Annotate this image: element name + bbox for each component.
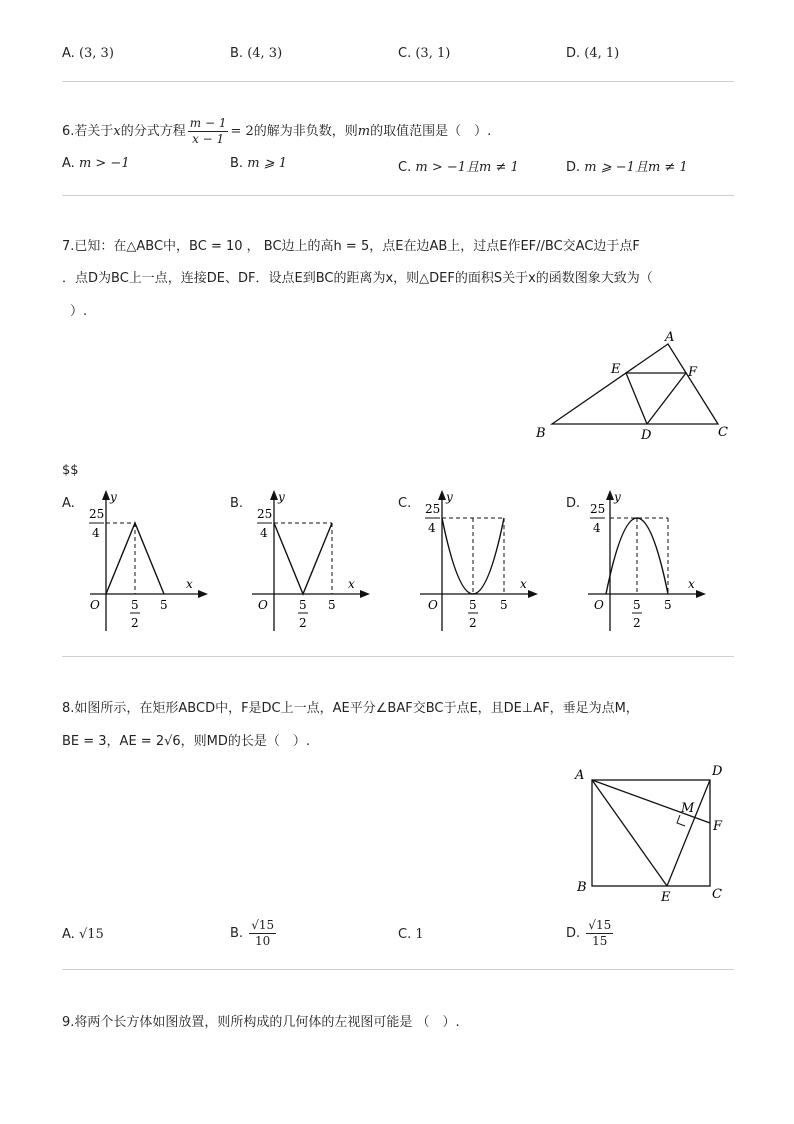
label-a: A bbox=[575, 768, 585, 783]
svg-text:4: 4 bbox=[260, 526, 268, 540]
segment-df bbox=[647, 373, 686, 424]
svg-text:4: 4 bbox=[428, 521, 436, 535]
svg-text:25: 25 bbox=[590, 502, 606, 516]
label-b: B bbox=[536, 426, 546, 441]
svg-text:5: 5 bbox=[299, 598, 307, 612]
q6-option-d[interactable]: D. m ⩾ −1且m ≠ 1 bbox=[566, 160, 688, 175]
divider bbox=[62, 969, 734, 970]
q6-fraction: $\frac{m - 1}{x - 1}$ bbox=[189, 116, 227, 146]
q9-stem: 9.将两个长方体如图放置，则所构成的几何体的左视图可能是 （ ）. bbox=[62, 1015, 460, 1030]
rectangle-abcd bbox=[592, 780, 710, 886]
svg-text:x: x bbox=[520, 577, 527, 591]
svg-text:x: x bbox=[688, 577, 695, 591]
svg-text:25: 25 bbox=[257, 507, 273, 521]
svg-text:2: 2 bbox=[633, 616, 641, 630]
svg-text:O: O bbox=[258, 598, 268, 612]
label-f: F bbox=[713, 819, 723, 834]
q6-option-b[interactable]: B. m ⩾ 1 bbox=[230, 156, 287, 171]
q7-option-c-letter[interactable]: C. bbox=[398, 496, 412, 511]
q8-option-c[interactable]: C. 1 bbox=[398, 927, 424, 942]
formula-placeholder: $$ bbox=[62, 463, 79, 478]
q8-option-d[interactable]: D. $\frac{√15}{15}$ bbox=[566, 918, 612, 948]
label-e: E bbox=[661, 890, 671, 905]
segment-de bbox=[626, 373, 647, 424]
svg-text:y: y bbox=[614, 490, 621, 504]
svg-text:O: O bbox=[594, 598, 604, 612]
svg-text:5: 5 bbox=[633, 598, 641, 612]
svg-text:5: 5 bbox=[328, 598, 336, 612]
label-d: D bbox=[712, 764, 723, 779]
svg-text:5: 5 bbox=[160, 598, 168, 612]
q5-option-b[interactable]: B. (4, 3) bbox=[230, 46, 283, 61]
q5-option-a[interactable]: A. (3, 3) bbox=[62, 46, 114, 61]
svg-text:2: 2 bbox=[299, 616, 307, 630]
svg-text:2: 2 bbox=[131, 616, 139, 630]
svg-text:y: y bbox=[110, 490, 117, 504]
q7-stem-line1: 7.已知：在△ABC中，BC = 10 ， BC边上的高h = 5，点E在边AB上，过点E作EF//BC交AC边于点F bbox=[62, 239, 640, 254]
q7-stem-line2: ．点D为BC上一点，连接DE、DF．设点E到BC的距离为x，则△DEF的面积S关于x的函数图象大致为（ bbox=[62, 271, 653, 286]
q7-option-a-letter[interactable]: A. bbox=[62, 496, 75, 511]
segment-ae bbox=[592, 780, 667, 886]
svg-text:y: y bbox=[446, 490, 453, 504]
q7-option-b-letter[interactable]: B. bbox=[230, 496, 244, 511]
q8-option-b[interactable]: B. $\frac{√15}{10}$ bbox=[230, 918, 275, 948]
svg-text:5: 5 bbox=[131, 598, 139, 612]
svg-text:5: 5 bbox=[500, 598, 508, 612]
q5-option-d[interactable]: D. (4, 1) bbox=[566, 46, 620, 61]
label-c: C bbox=[712, 887, 722, 902]
svg-text:O: O bbox=[428, 598, 438, 612]
q7-option-d-letter[interactable]: D. bbox=[566, 496, 581, 511]
svg-text:x: x bbox=[348, 577, 355, 591]
svg-text:25: 25 bbox=[425, 502, 441, 516]
divider bbox=[62, 195, 734, 196]
svg-text:4: 4 bbox=[92, 526, 100, 540]
label-c: C bbox=[718, 425, 728, 440]
triangle-abc bbox=[552, 344, 718, 424]
svg-text:x: x bbox=[186, 577, 193, 591]
q7-triangle-figure bbox=[528, 326, 736, 444]
label-a: A bbox=[665, 330, 675, 345]
q7-graph-b[interactable] bbox=[248, 488, 378, 633]
q7-stem-line3: ）. bbox=[70, 304, 88, 319]
label-m: M bbox=[681, 801, 695, 816]
q7-graph-d[interactable] bbox=[584, 488, 714, 633]
q6-option-c[interactable]: C. m > −1且m ≠ 1 bbox=[398, 160, 519, 175]
q8-option-a[interactable]: A. √15 bbox=[62, 927, 104, 942]
label-e: E bbox=[611, 362, 621, 377]
segment-de bbox=[667, 780, 710, 886]
right-angle-mark bbox=[677, 815, 685, 826]
q8-stem-line2: BE = 3，AE = 2√6，则MD的长是（ ）. bbox=[62, 734, 311, 749]
svg-text:5: 5 bbox=[469, 598, 477, 612]
label-d: D bbox=[641, 428, 652, 443]
svg-text:5: 5 bbox=[664, 598, 672, 612]
svg-text:2: 2 bbox=[469, 616, 477, 630]
q7-graph-c[interactable] bbox=[416, 488, 546, 633]
q8-stem-line1: 8.如图所示，在矩形ABCD中，F是DC上一点，AE平分∠BAF交BC于点E，且DE⊥AF，垂足为点M， bbox=[62, 701, 639, 716]
q6-stem: 6.若关于x的分式方程 $\frac{m - 1}{x - 1}$ = 2的解为非负数，则m的取值范围是（ ）. bbox=[62, 116, 492, 146]
svg-text:4: 4 bbox=[593, 521, 601, 535]
svg-text:O: O bbox=[90, 598, 100, 612]
divider bbox=[62, 81, 734, 82]
q7-graph-a[interactable] bbox=[80, 488, 210, 633]
label-b: B bbox=[577, 880, 587, 895]
divider bbox=[62, 656, 734, 657]
q6-option-a[interactable]: A. m > −1 bbox=[62, 156, 130, 171]
q5-option-c[interactable]: C. (3, 1) bbox=[398, 46, 451, 61]
q8-rectangle-figure bbox=[568, 760, 738, 910]
label-f: F bbox=[688, 365, 698, 380]
svg-text:25: 25 bbox=[89, 507, 105, 521]
svg-text:y: y bbox=[278, 490, 285, 504]
